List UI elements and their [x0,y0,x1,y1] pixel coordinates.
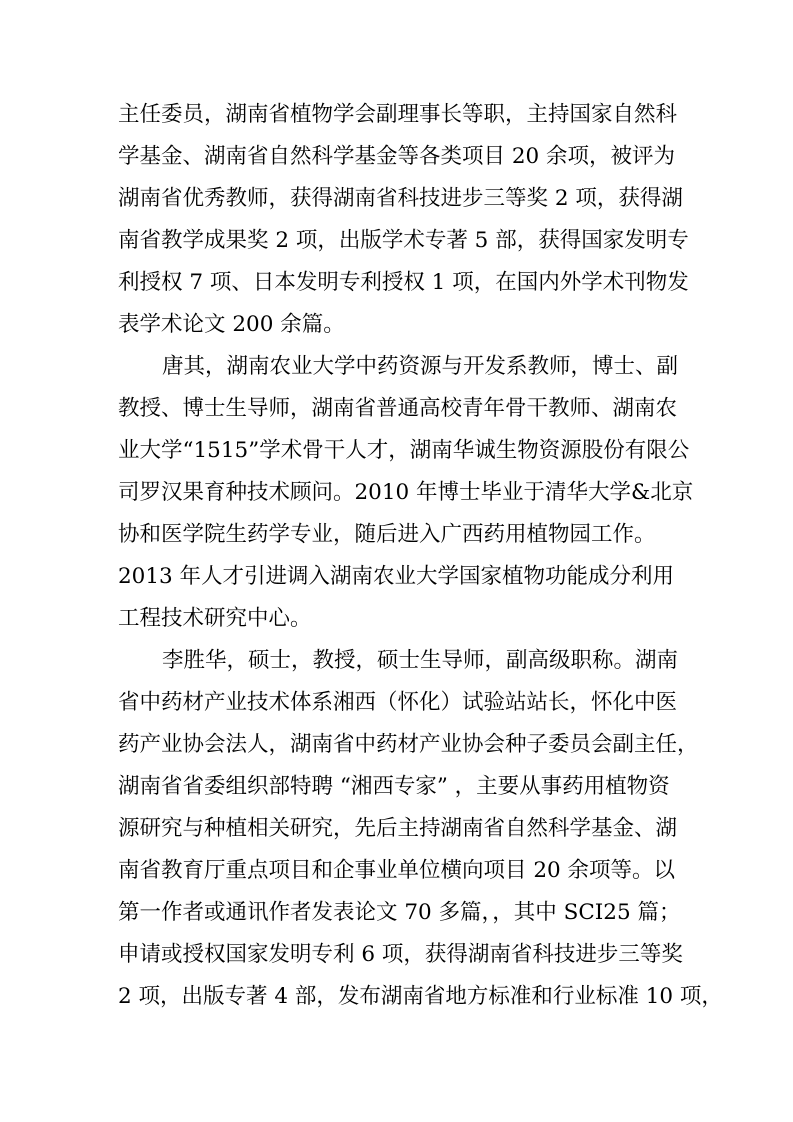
text-line: 申请或授权国家发明专利 6 项，获得湖南省科技进步三等奖 [118,942,683,967]
text-line: 表学术论文 200 余篇。 [118,312,345,337]
text-line: 南省教学成果奖 2 项，出版学术专著 5 部，获得国家发明专 [118,228,689,253]
text-line: 工程技术研究中心。 [118,606,312,631]
text-line: 省中药材产业技术体系湘西（怀化）试验站站长，怀化中医 [118,690,678,715]
text-line: 学基金、湖南省自然科学基金等各类项目 20 余项，被评为 [118,144,676,169]
text-line: 利授权 7 项、日本发明专利授权 1 项，在国内外学术刊物发 [118,270,689,295]
text-line: 药产业协会法人，湖南省中药材产业协会种子委员会副主任， [118,732,699,757]
text-line: 司罗汉果育种技术顾问。2010 年博士毕业于清华大学&北京 [118,480,694,505]
text-line: 2 项，出版专著 4 部，发布湖南省地方标准和行业标准 10 项， [118,984,723,1009]
text-line: 业大学“1515”学术骨干人才，湖南华诚生物资源股份有限公 [118,438,690,463]
text-line: 李胜华，硕士，教授，硕士生导师，副高级职称。湖南 [162,648,679,673]
text-line: 2013 年人才引进调入湖南农业大学国家植物功能成分利用 [118,564,675,589]
text-line: 教授、博士生导师，湖南省普通高校青年骨干教师、湖南农 [118,396,678,421]
text-line: 南省教育厅重点项目和企事业单位横向项目 20 余项等。以 [118,858,676,883]
text-line: 唐其，湖南农业大学中药资源与开发系教师，博士、副 [162,354,679,379]
text-line: 协和医学院生药学专业，随后进入广西药用植物园工作。 [118,522,656,547]
text-line: 湖南省省委组织部特聘 “湘西专家” ，主要从事药用植物资 [118,774,670,799]
text-line: 湖南省优秀教师，获得湖南省科技进步三等奖 2 项，获得湖 [118,186,683,211]
text-line: 主任委员，湖南省植物学会副理事长等职，主持国家自然科 [118,102,678,127]
text-line: 第一作者或通讯作者发表论文 70 多篇，，其中 SCI25 篇； [118,900,681,925]
text-line: 源研究与种植相关研究，先后主持湖南省自然科学基金、湖 [118,816,678,841]
